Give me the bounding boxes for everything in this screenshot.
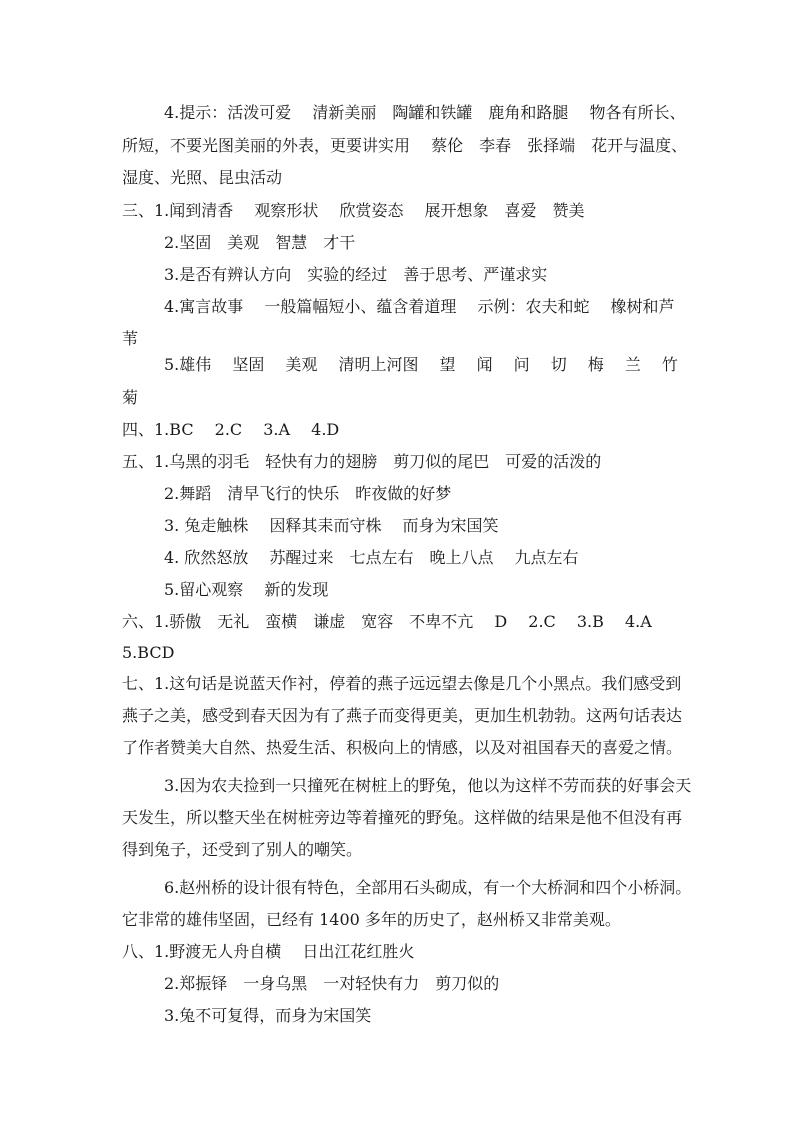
text-token: 兰 <box>624 355 641 374</box>
text-line: 六、1.骄傲 无礼 蛮横 谦虚 宽容 不卑不亢 D 2.C 3.B 4.A <box>122 612 652 631</box>
text-line-spaced <box>164 355 678 375</box>
text-line: 2.郑振铎 一身乌黑 一对轻快有力 剪刀似的 <box>164 974 500 993</box>
text-line: 苇 <box>122 329 139 348</box>
text-token: 切 <box>550 355 567 374</box>
text-line: 菊 <box>122 388 139 407</box>
text-token: 竹 <box>661 355 678 374</box>
text-line: 四、1.BC 2.C 3.A 4.D <box>122 420 340 439</box>
text-line: 5.留心观察 新的发现 <box>164 580 329 599</box>
text-token: 清明上河图 <box>338 355 419 374</box>
text-line: 八、1.野渡无人舟自横 日出江花红胜火 <box>122 942 415 961</box>
text-line: 3. 兔走触株 因释其耒而守株 而身为宋国笑 <box>164 516 499 535</box>
text-line: 2.舞蹈 清早飞行的快乐 昨夜做的好梦 <box>164 484 452 503</box>
text-line: 3.兔不可复得，而身为宋国笑 <box>164 1006 372 1025</box>
text-token: 望 <box>439 355 456 374</box>
text-line: 3.是否有辨认方向 实验的经过 善于思考、严谨求实 <box>164 265 548 284</box>
text-token: 坚固 <box>232 355 265 374</box>
text-token: 梅 <box>587 355 604 374</box>
text-line: 4.提示：活泼可爱 清新美丽 陶罐和铁罐 鹿角和路腿 物各有所长、 <box>164 103 686 122</box>
text-token: 闻 <box>476 355 493 374</box>
text-line: 五、1.乌黑的羽毛 轻快有力的翅膀 剪刀似的尾巴 可爱的活泼的 <box>122 452 602 471</box>
text-line: 七、1.这句话是说蓝天作衬，停着的燕子远远望去像是几个小黑点。我们感受到 <box>122 674 682 693</box>
text-line: 2.坚固 美观 智慧 才干 <box>164 233 356 252</box>
text-line: 得到兔子，还受到了别人的嘲笑。 <box>122 840 363 859</box>
text-line: 3.因为农夫捡到一只撞死在树桩上的野兔，他以为这样不劳而获的好事会天 <box>164 776 692 795</box>
text-token: 问 <box>513 355 530 374</box>
text-line: 天发生，所以整天坐在树桩旁边等着撞死的野兔。这样做的结果是他不但没有再 <box>122 808 683 827</box>
text-line: 6.赵州桥的设计很有特色，全部用石头砌成，有一个大桥洞和四个小桥洞。 <box>164 878 692 897</box>
text-line: 三、1.闻到清香 观察形状 欣赏姿态 展开想象 喜爱 赞美 <box>122 201 585 220</box>
text-line: 4.寓言故事 一般篇幅短小、蕴含着道理 示例：农夫和蛇 橡树和芦 <box>164 297 675 316</box>
text-token: 美观 <box>285 355 318 374</box>
text-line: 燕子之美，感受到春天因为有了燕子而变得更美，更加生机勃勃。这两句话表达 <box>122 706 683 725</box>
text-line: 了作者赞美大自然、热爱生活、积极向上的情感，以及对祖国春天的喜爱之情。 <box>122 738 683 757</box>
text-line: 5.BCD <box>122 643 175 662</box>
text-token: 5.雄伟 <box>164 355 212 374</box>
text-line: 湿度、光照、昆虫活动 <box>122 168 283 187</box>
text-line: 4. 欣然怒放 苏醒过来 七点左右 晚上八点 九点左右 <box>164 548 579 567</box>
text-line: 它非常的雄伟坚固，已经有 1400 多年的历史了，赵州桥又非常美观。 <box>122 910 621 929</box>
text-line: 所短，不要光图美丽的外表，更要讲实用 蔡伦 李春 张择端 花开与温度、 <box>122 136 688 155</box>
